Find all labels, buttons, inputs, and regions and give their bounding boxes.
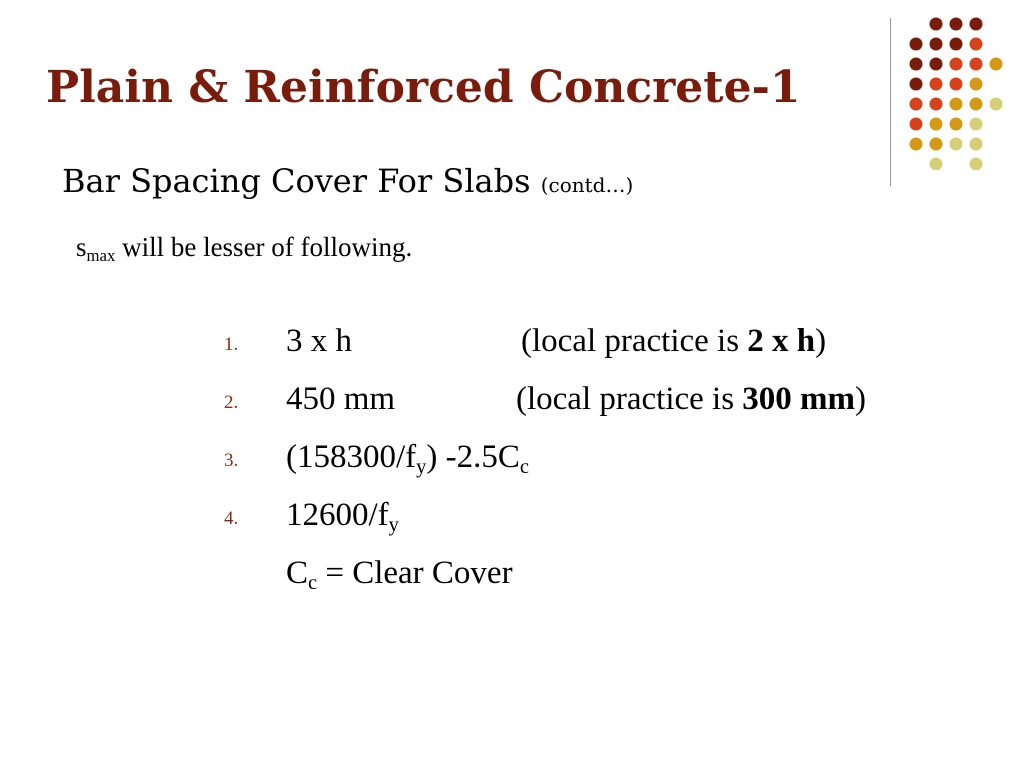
decorative-dot	[910, 118, 923, 131]
decorative-dot	[970, 58, 983, 71]
list-number: 3.	[224, 450, 239, 471]
list-number: 1.	[224, 334, 239, 355]
decorative-dot	[930, 58, 943, 71]
decorative-dot	[930, 38, 943, 51]
intro-text: will be lesser of following.	[115, 232, 413, 262]
decorative-dot	[970, 38, 983, 51]
decorative-dot	[970, 78, 983, 91]
decorative-dot	[930, 138, 943, 151]
definition-text: $C_c$ = Clear Cover	[286, 555, 513, 595]
decorative-dot	[930, 158, 943, 171]
decorative-dot	[970, 98, 983, 111]
local-practice-value: 2 x h	[747, 323, 816, 359]
decorative-dot	[930, 18, 943, 31]
decorative-dot	[910, 58, 923, 71]
intro-line	[76, 232, 413, 266]
list-item	[218, 494, 1008, 552]
list-item	[218, 320, 1008, 378]
subtitle-text: Bar Spacing Cover For Slabs	[62, 162, 531, 200]
decorative-dot	[970, 18, 983, 31]
list-number: 4.	[224, 508, 239, 529]
smax-subscript: max	[86, 246, 116, 266]
local-practice-note: (local practice is 2 x h)	[521, 323, 827, 359]
list-text: 450 mm	[286, 381, 396, 417]
decorative-dot	[990, 98, 1003, 111]
decorative-dot	[950, 58, 963, 71]
slide-title: Plain & Reinforced Concrete-1	[46, 62, 801, 113]
decorative-dot	[950, 78, 963, 91]
decorative-dot	[950, 38, 963, 51]
decorative-dot	[910, 98, 923, 111]
decorative-dot	[910, 138, 923, 151]
decorative-dot	[950, 118, 963, 131]
spacing-limit-list	[218, 320, 1008, 610]
decorative-dot	[970, 138, 983, 151]
decorative-dot	[950, 98, 963, 111]
decorative-dot	[970, 118, 983, 131]
list-item	[218, 436, 1008, 494]
decorative-dot	[950, 18, 963, 31]
smax-symbol: s	[76, 232, 87, 262]
list-item-definition	[218, 552, 1008, 610]
local-practice-note: (local practice is 300 mm)	[516, 381, 867, 417]
list-text: 3 x h	[286, 323, 352, 359]
decorative-dot	[930, 78, 943, 91]
decorative-dot	[930, 98, 943, 111]
decorative-dot	[930, 118, 943, 131]
formula-text: $12600/f_y$	[286, 497, 399, 537]
list-number: 2.	[224, 392, 239, 413]
decorative-dot	[910, 38, 923, 51]
decorative-dot	[970, 158, 983, 171]
decorative-dot	[910, 78, 923, 91]
decorative-dot-pattern	[900, 10, 1020, 170]
local-practice-value: 300 mm	[742, 381, 856, 417]
formula-text: $(158300/f_y)$ $-2.5C_c$	[286, 439, 529, 479]
slide-subtitle	[62, 162, 633, 200]
list-item	[218, 378, 1008, 436]
decorative-dot	[990, 58, 1003, 71]
subtitle-note: (contd…)	[540, 173, 634, 197]
title-divider	[890, 18, 891, 186]
decorative-dot	[950, 138, 963, 151]
